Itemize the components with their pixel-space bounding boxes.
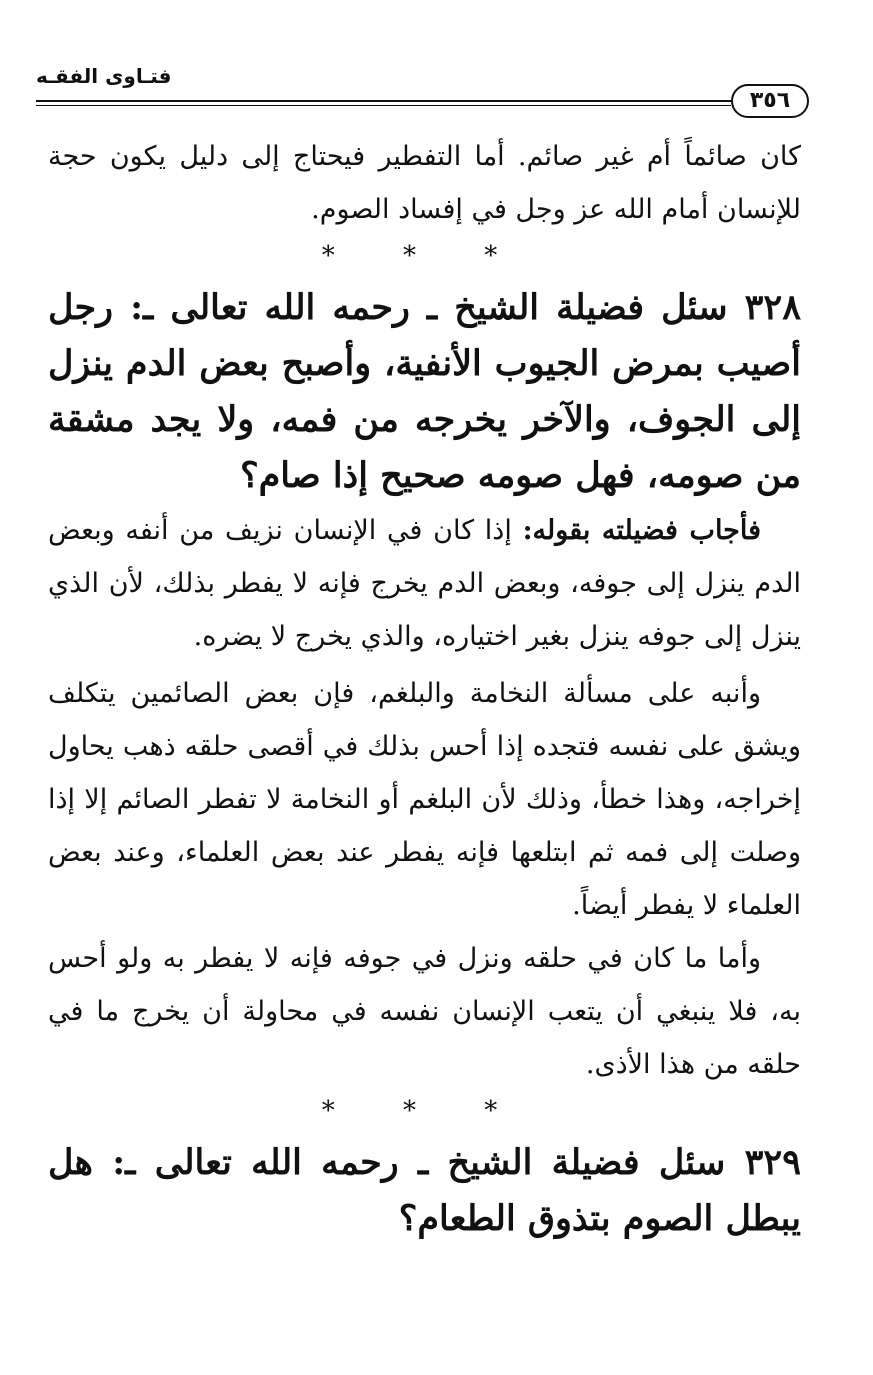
section-separator: * * *	[321, 241, 528, 271]
answer-paragraph	[48, 504, 801, 663]
continued-paragraph: كان صائماً أم غير صائم. أما التفطير فيحتاج إلى دليل يكون حجة للإنسان أمام الله عز وجل في إفساد الصوم.	[48, 141, 801, 225]
page-header	[36, 60, 809, 120]
paragraph-phlegm: وأنبه على مسألة النخامة والبلغم، فإن بعض الصائمين يتكلف ويشق على نفسه فتجده إذا أحس بذلك في أقصى حلقه ذهب يحاول إخراجه، وهذا خطأ، وذلك لأن البلغم أو النخامة لا تفطر الصائم إلا إذا وصلت إلى فمه ثم ابتلعها فإنه يفطر عند بعض العلماء، وعند بعض العلماء لا يفطر أيضاً.	[48, 678, 801, 921]
header-rule	[36, 100, 731, 102]
header-rule-thin	[36, 105, 731, 106]
running-title: فتـاوى الفقـه	[36, 64, 172, 88]
question-329: ٣٢٩ سئل فضيلة الشيخ ـ رحمه الله تعالى ـ: هل يبطل الصوم بتذوق الطعام؟	[48, 1142, 801, 1239]
answer-text: إذا كان في الإنسان نزيف من أنفه وبعض الدم ينزل إلى جوفه، وبعض الدم يخرج فإنه لا يفطر بذلك، لأن الذي ينزل إلى جوفه ينزل بغير اختياره، والذي يخرج لا يضره.	[48, 515, 801, 652]
page-number: ٣٥٦	[731, 84, 809, 118]
paragraph-throat: وأما ما كان في حلقه ونزل في جوفه فإنه لا يفطر به ولو أحس به، فلا ينبغي أن يتعب الإنسان نفسه في محاولة أن يخرج ما في حلقه من هذا الأذى.	[48, 943, 801, 1080]
question-328: ٣٢٨ سئل فضيلة الشيخ ـ رحمه الله تعالى ـ: رجل أصيب بمرض الجيوب الأنفية، وأصبح بعض الدم ينزل إلى الجوف، والآخر يخرجه من فمه، ولا يجد مشقة من صومه، فهل صومه صحيح إذا صام؟	[48, 287, 801, 496]
answer-lead: فأجاب فضيلته بقوله:	[522, 515, 761, 546]
section-separator-2: * * *	[321, 1096, 528, 1126]
page-body	[48, 130, 801, 1247]
